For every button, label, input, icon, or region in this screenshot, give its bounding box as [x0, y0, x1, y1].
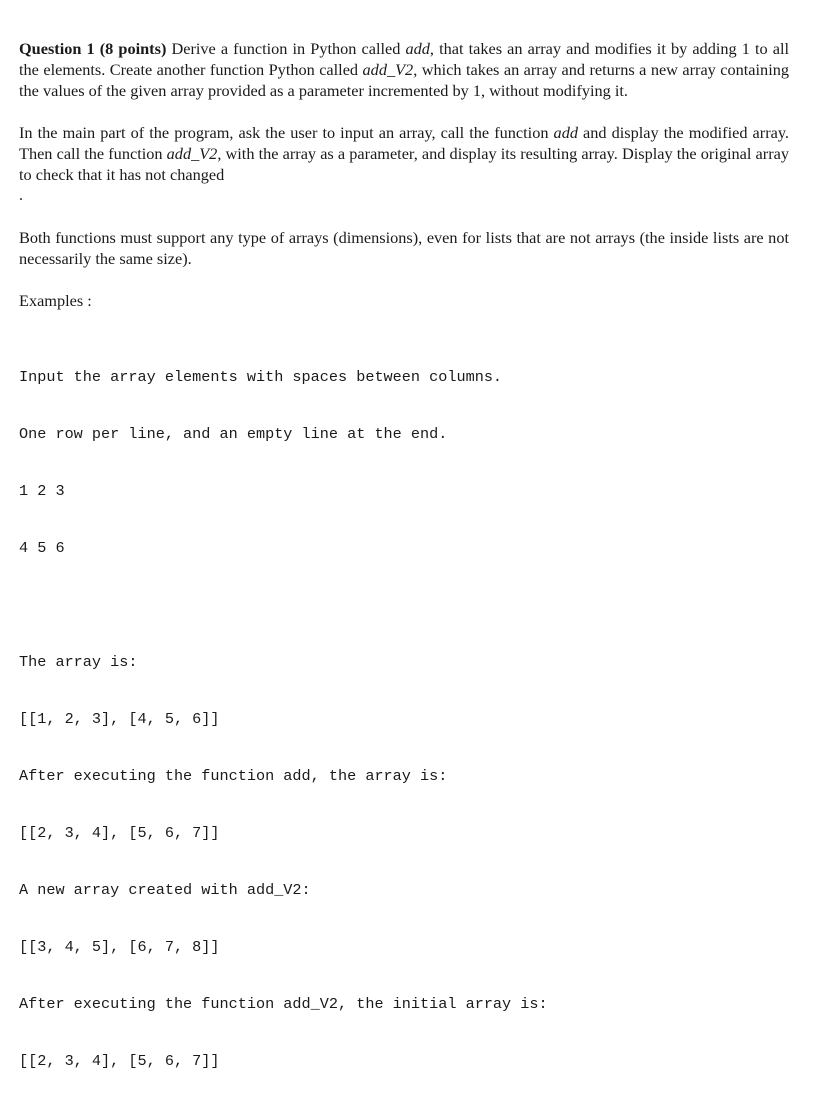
- question-heading: Question 1 (8 points): [19, 39, 167, 58]
- function-name-add-v2: add_V2: [362, 60, 414, 79]
- paragraph-text: , which takes an array and returns a new array containing the values of the given array provided as a parameter incremented by 1, without modifying it.: [19, 60, 789, 100]
- code-line: [[2, 3, 4], [5, 6, 7]]: [19, 1052, 220, 1070]
- code-line: 4 5 6: [19, 539, 65, 557]
- code-line: [[3, 4, 5], [6, 7, 8]]: [19, 938, 220, 956]
- example-output-block: [19, 615, 789, 1109]
- code-line: 1 2 3: [19, 482, 65, 500]
- paragraph-text: and display the modified array. Then call the function: [19, 123, 789, 163]
- code-line: [[1, 2, 3], [4, 5, 6]]: [19, 710, 220, 728]
- function-name-add: add: [553, 123, 578, 142]
- paragraph-text: Derive a function in Python called: [166, 39, 406, 58]
- examples-label: Examples :: [19, 291, 92, 310]
- code-line: A new array created with add_V2:: [19, 881, 311, 899]
- question-paragraph-2: [19, 122, 789, 185]
- code-line: [[2, 3, 4], [5, 6, 7]]: [19, 824, 220, 842]
- question-document: [19, 38, 789, 1109]
- paragraph-text: , with the array as a parameter, and display its resulting array. Display the original array to check that it has not changed: [19, 144, 789, 184]
- function-name-add: add: [405, 39, 430, 58]
- code-line: After executing the function add, the array is:: [19, 767, 448, 785]
- paragraph-text: , that takes an array and modifies it by adding 1 to all the elements. Create another function Python called: [19, 39, 789, 79]
- code-line: The array is:: [19, 653, 138, 671]
- question-paragraph-3: Both functions must support any type of arrays (dimensions), even for lists that are not arrays (the inside lists are not necessarily the same size).: [19, 228, 789, 268]
- code-line: After executing the function add_V2, the initial array is:: [19, 995, 548, 1013]
- paragraph-text: In the main part of the program, ask the user to input an array, call the function: [19, 123, 554, 142]
- function-name-add-v2: add_V2: [166, 144, 218, 163]
- code-line: One row per line, and an empty line at the end.: [19, 425, 448, 443]
- question-paragraph-1: [19, 38, 789, 101]
- example-input-block: [19, 330, 789, 596]
- code-line: Input the array elements with spaces between columns.: [19, 368, 503, 386]
- stray-dot: .: [19, 187, 23, 204]
